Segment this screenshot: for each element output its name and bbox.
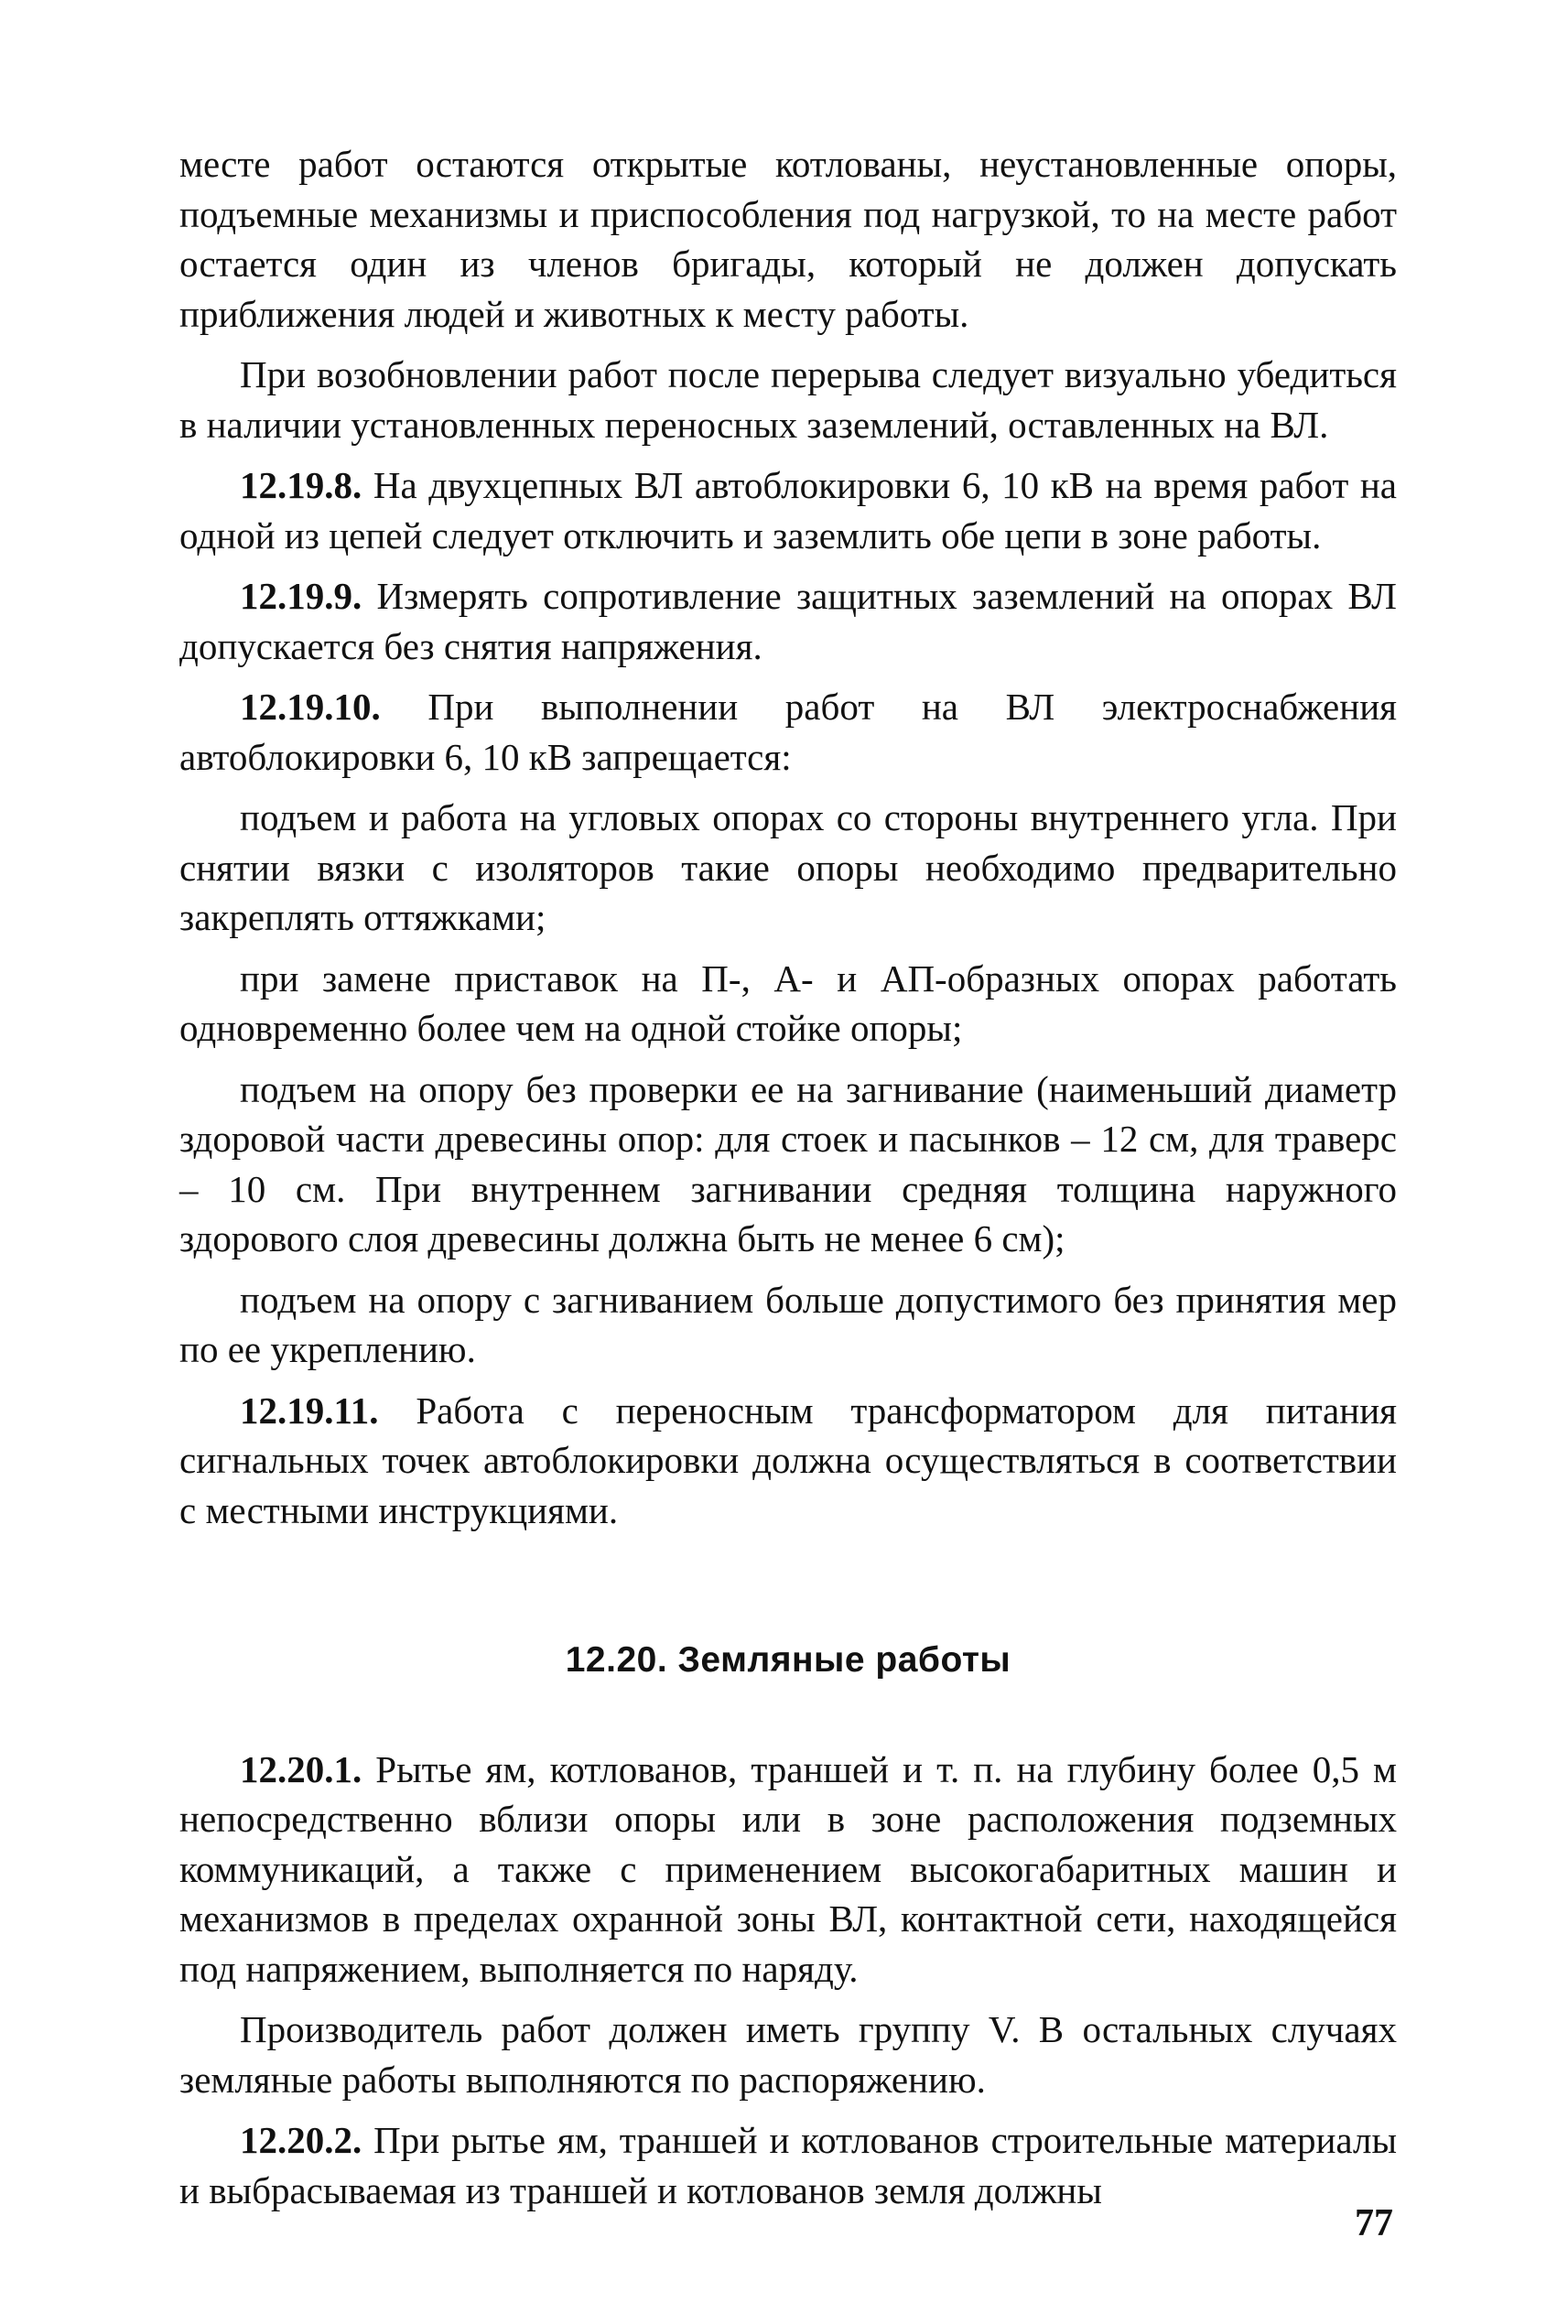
page-number: 77 (1355, 2202, 1393, 2244)
list-item-text: подъем и работа на угловых опорах со стороны внутреннего угла. При снятии вязки с изоляторов такие опоры необходимо предварительно закреплять оттяжками; (179, 796, 1397, 938)
clause-text: Измерять сопротивление защитных заземлений на опорах ВЛ допускается без снятия напряжения. (179, 575, 1397, 667)
clause-text: Рытье ям, котлованов, траншей и т. п. на глубину более 0,5 м непосредственно вблизи опоры или в зоне расположения подземных коммуникаций, а также с применением высокогабаритных машин и механизмов в пределах охранной зоны ВЛ, контактной сети, находящейся под напряжением, выполняется по наряду. (179, 1747, 1397, 1990)
clause-number: 12.20.2. (240, 2119, 362, 2161)
list-item (179, 793, 1397, 943)
paragraph-text: месте работ остаются открытые котлованы, неустановленные опоры, подъемные механизмы и приспособления под нагрузкой, то на месте работ остается один из членов бригады, который не должен допускать приближения людей и животных к месту работы. (179, 143, 1397, 335)
list-item-text: при замене приставок на П-, А- и АП-образных опорах работать одновременно более чем на одной стойке опоры; (179, 957, 1397, 1049)
clause-12-19-9 (179, 571, 1397, 671)
clause-12-20-1 (179, 1745, 1397, 1994)
page-body (179, 139, 1397, 2215)
clause-number: 12.20.1. (240, 1747, 362, 1790)
paragraph-continued (179, 139, 1397, 339)
list-item-text: подъем на опору без проверки ее на загнивание (наименьший диаметр здоровой части древесины опор: для стоек и пасынков – 12 см, для траверс – 10 см. При внутреннем загнивании средняя толщина наружного здорового слоя древесины должна быть не менее 6 см); (179, 1067, 1397, 1259)
clause-number: 12.19.10. (240, 686, 381, 728)
list-item (179, 954, 1397, 1054)
clause-text: При рытье ям, траншей и котлованов строительные материалы и выбрасываемая из траншей и котлованов земля должны (179, 2119, 1397, 2211)
clause-number: 12.19.11. (240, 1389, 379, 1432)
clause-12-19-8 (179, 460, 1397, 560)
list-item (179, 1065, 1397, 1264)
clause-text: Работа с переносным трансформатором для питания сигнальных точек автоблокировки должна осуществляться в соответствии с местными инструкциями. (179, 1389, 1397, 1531)
list-item (179, 1275, 1397, 1375)
paragraph-text: Производитель работ должен иметь группу V. В остальных случаях земляные работы выполняются по распоряжению. (179, 2008, 1397, 2101)
clause-12-19-11 (179, 1386, 1397, 1536)
clause-12-20-2 (179, 2115, 1397, 2215)
clause-text: При выполнении работ на ВЛ электроснабжения автоблокировки 6, 10 кВ запрещается: (179, 686, 1397, 778)
paragraph-text: При возобновлении работ после перерыва следует визуально убедиться в наличии установленных переносных заземлений, оставленных на ВЛ. (179, 353, 1397, 446)
paragraph (179, 2005, 1397, 2104)
list-item-text: подъем на опору с загниванием больше допустимого без принятия мер по ее укреплению. (179, 1278, 1397, 1370)
paragraph (179, 350, 1397, 449)
clause-12-19-10 (179, 682, 1397, 782)
clause-number: 12.19.9. (240, 575, 362, 617)
clause-text: На двухцепных ВЛ автоблокировки 6, 10 кВ на время работ на одной из цепей следует отключить и заземлить обе цепи в зоне работы. (179, 464, 1397, 557)
clause-number: 12.19.8. (240, 464, 362, 506)
section-heading: 12.20. Земляные работы (565, 1640, 1011, 1680)
